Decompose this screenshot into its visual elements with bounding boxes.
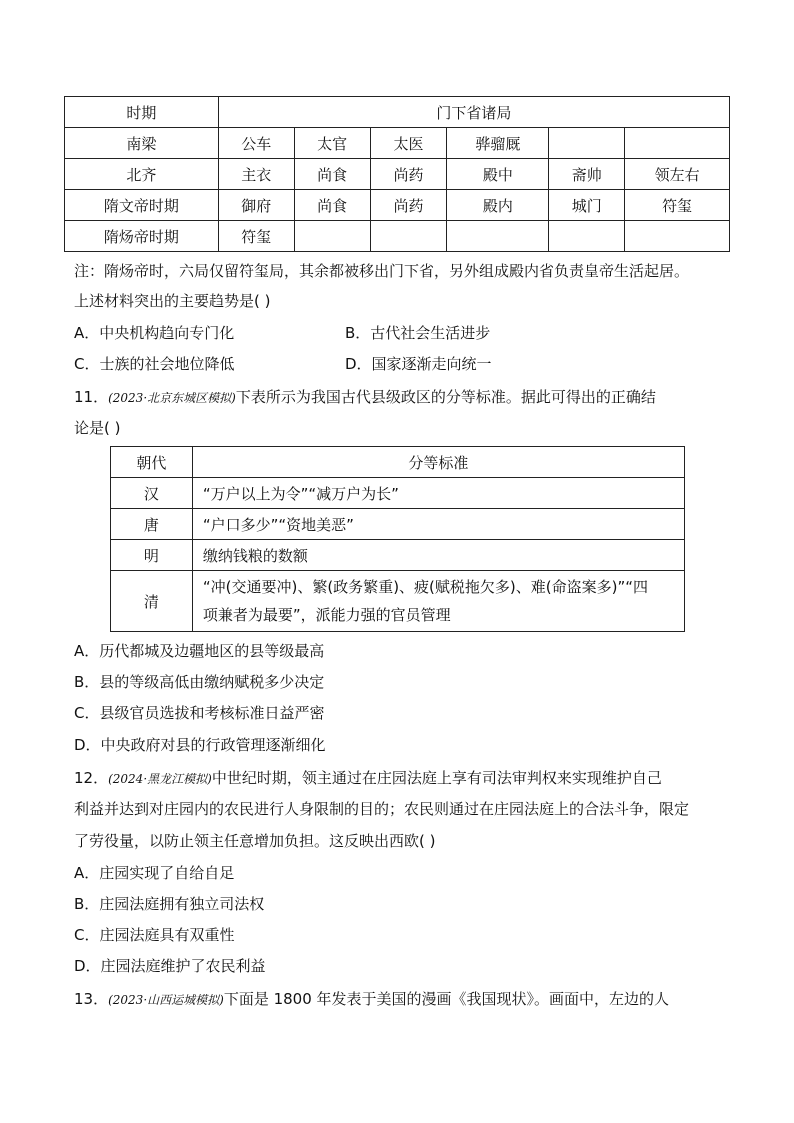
q11-option-d: D．中央政府对县的行政管理逐渐细化	[74, 736, 326, 754]
table-cell: 汉	[111, 478, 193, 509]
q13-number: 13．	[74, 990, 109, 1008]
table-cell	[625, 221, 730, 252]
table-cell: 符玺	[625, 190, 730, 221]
table-row	[65, 221, 730, 252]
table-cell: 斋帅	[549, 159, 625, 190]
q12-stem-line3: 了劳役量，以防止领主任意增加负担。这反映出西欧( )	[74, 832, 436, 850]
q13-stem-line1	[74, 988, 669, 1009]
header-cell-bureaus: 门下省诸局	[218, 97, 729, 128]
q11-option-c: C．县级官员选拔和考核标准日益严密	[74, 704, 325, 722]
table-cell-line: 项兼者为最要”，派能力强的官员管理	[202, 606, 451, 624]
table-cell: 城门	[549, 190, 625, 221]
table-header-row	[111, 447, 685, 478]
table-county-standards	[110, 446, 685, 632]
q11-option-a: A．历代都城及边疆地区的县等级最高	[74, 642, 325, 660]
q11-number: 11．	[74, 388, 109, 406]
q12-source: (2024·黑龙江模拟)	[108, 772, 212, 786]
q11-option-b: B．县的等级高低由缴纳赋税多少决定	[74, 673, 325, 691]
table-cell: 尚药	[370, 159, 447, 190]
table-row	[111, 540, 685, 571]
table-cell	[549, 221, 625, 252]
table-cell: 南梁	[65, 128, 219, 159]
q12-stem-line2: 利益并达到对庄园内的农民进行人身限制的目的；农民则通过在庄园法庭上的合法斗争，限定	[74, 800, 690, 818]
q10-note: 注：隋炀帝时，六局仅留符玺局，其余都被移出门下省，另外组成殿内省负责皇帝生活起居。	[74, 262, 690, 280]
q10-option-c: C．士族的社会地位降低	[74, 355, 235, 373]
table-cell-line: “冲(交通要冲)、繁(政务繁重)、疲(赋税拖欠多)、难(命盗案多)”“四	[202, 578, 648, 596]
table-cell: 御府	[218, 190, 294, 221]
table-row	[111, 478, 685, 509]
table-cell	[192, 571, 684, 632]
table-cell: 主衣	[218, 159, 294, 190]
header-cell-period: 时期	[65, 97, 219, 128]
q10-stem: 上述材料突出的主要趋势是( )	[74, 292, 271, 310]
table-cell	[370, 221, 447, 252]
q11-stem-line1	[74, 386, 656, 407]
q11-stem-line2: 论是( )	[74, 419, 121, 437]
table-cell	[549, 128, 625, 159]
q11-stem-text: 下表所示为我国古代县级政区的分等标准。据此可得出的正确结	[235, 388, 656, 406]
header-cell-dynasty: 朝代	[111, 447, 193, 478]
table-cell: 骅骝厩	[447, 128, 549, 159]
table-cell: 唐	[111, 509, 193, 540]
table-cell	[447, 221, 549, 252]
q12-option-c: C．庄园法庭具有双重性	[74, 926, 235, 944]
q12-option-b: B．庄园法庭拥有独立司法权	[74, 895, 265, 913]
table-cell: “户口多少”“资地美恶”	[192, 509, 684, 540]
q13-source: (2023·山西运城模拟)	[108, 993, 224, 1007]
table-row	[65, 159, 730, 190]
table-cell: 太医	[370, 128, 447, 159]
table-cell: 符玺	[218, 221, 294, 252]
table-cell	[625, 128, 730, 159]
q12-option-d: D．庄园法庭维护了农民利益	[74, 957, 266, 975]
table-cell: 明	[111, 540, 193, 571]
table-cell: 隋文帝时期	[65, 190, 219, 221]
q12-stem-line1	[74, 767, 662, 788]
table-cell: 北齐	[65, 159, 219, 190]
q12-number: 12．	[74, 769, 109, 787]
table-cell: 太官	[294, 128, 370, 159]
q13-stem-text: 下面是 1800 年发表于美国的漫画《我国现状》。画面中，左边的人	[223, 990, 670, 1008]
q10-option-b: B．古代社会生活进步	[345, 324, 491, 342]
table-cell: 尚食	[294, 159, 370, 190]
table-row	[111, 571, 685, 632]
table-cell: 尚食	[294, 190, 370, 221]
q12-stem-text: 中世纪时期，领主通过在庄园法庭上享有司法审判权来实现维护自己	[211, 769, 662, 787]
table-cell: 缴纳钱粮的数额	[192, 540, 684, 571]
table-cell: “万户以上为令”“减万户为长”	[192, 478, 684, 509]
q10-option-a: A．中央机构趋向专门化	[74, 324, 235, 342]
table-row	[111, 509, 685, 540]
table-row	[65, 190, 730, 221]
q12-option-a: A．庄园实现了自给自足	[74, 864, 235, 882]
table-cell: 殿中	[447, 159, 549, 190]
table-cell: 领左右	[625, 159, 730, 190]
table-cell: 隋炀帝时期	[65, 221, 219, 252]
table-cell: 清	[111, 571, 193, 632]
header-cell-standard: 分等标准	[192, 447, 684, 478]
table-cell: 尚药	[370, 190, 447, 221]
table-cell: 殿内	[447, 190, 549, 221]
table-row	[65, 128, 730, 159]
table-cell	[294, 221, 370, 252]
table-agencies	[64, 96, 730, 252]
q10-option-d: D．国家逐渐走向统一	[345, 355, 492, 373]
q11-source: (2023·北京东城区模拟)	[108, 391, 236, 405]
table-cell: 公车	[218, 128, 294, 159]
table-header-row	[65, 97, 730, 128]
